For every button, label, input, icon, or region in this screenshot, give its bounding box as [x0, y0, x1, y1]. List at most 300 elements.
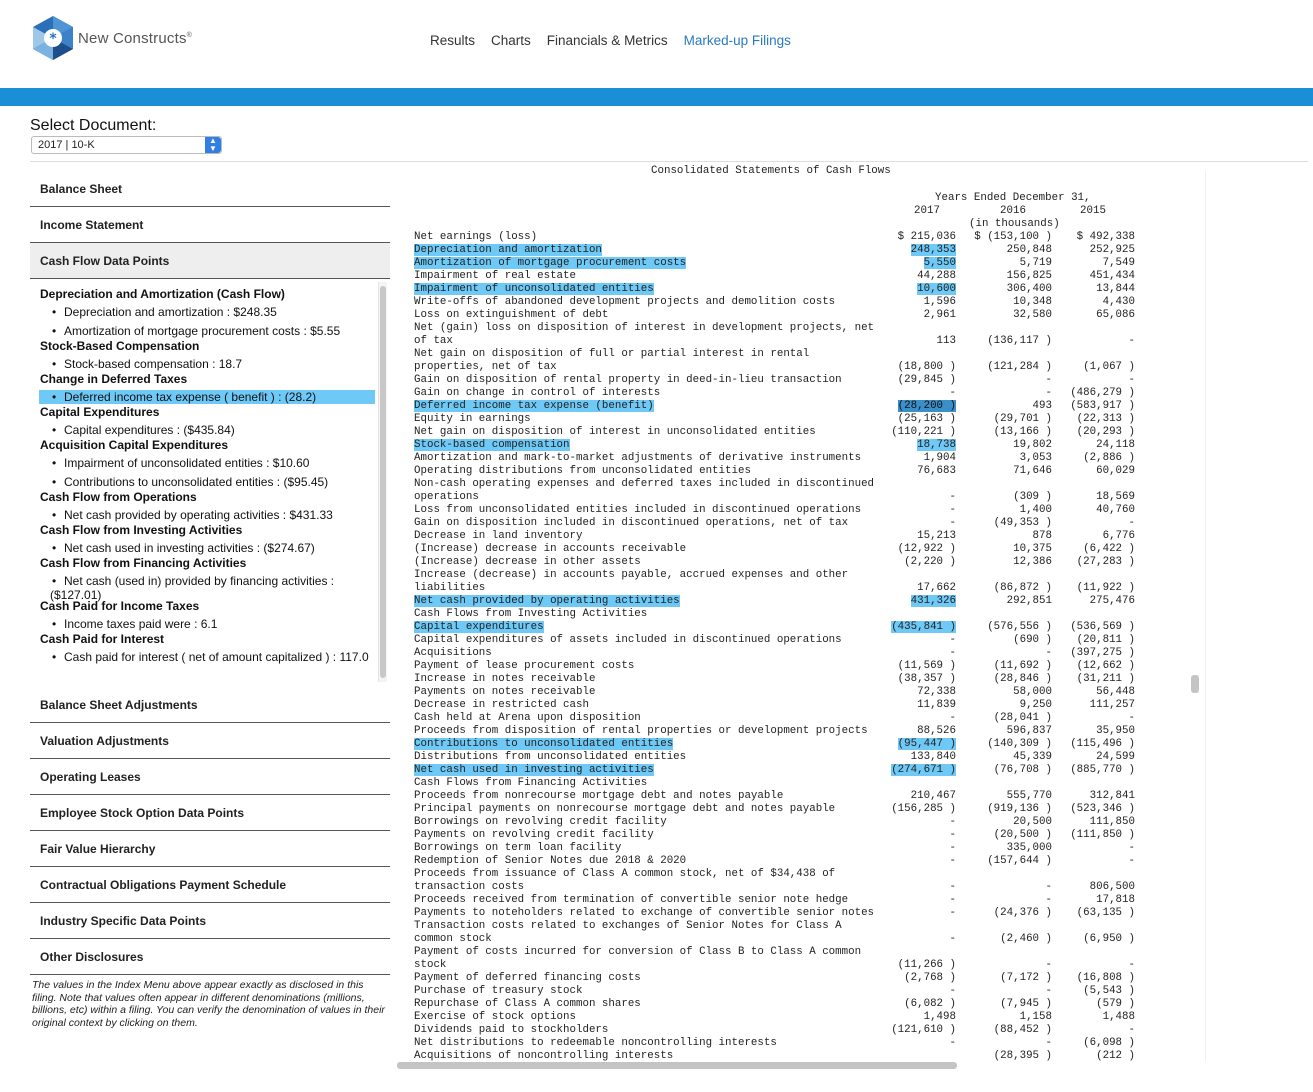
- filing-row-label: [414, 777, 647, 790]
- filing-row-label-text: Distributions from unconsolidated entities: [414, 751, 687, 763]
- filing-value-2015: [1129, 335, 1135, 348]
- filing-value-2016: [994, 1050, 1052, 1063]
- data-point-item[interactable]: • Amortization of mortgage procurement costs : $5.55: [64, 324, 340, 338]
- section-income-statement[interactable]: Income Statement: [30, 207, 390, 243]
- filing-row-label[interactable]: [414, 764, 654, 777]
- filing-year-header: 2015: [1080, 205, 1106, 217]
- filing-value-2016: [994, 829, 1052, 842]
- filing-value-text: (6,422 ): [1083, 543, 1135, 555]
- filing-row-label-text: Cash Flows from Financing Activities: [414, 777, 648, 789]
- filing-row-label[interactable]: [414, 738, 673, 751]
- filing-title: Consolidated Statements of Cash Flows: [651, 165, 891, 177]
- index-menu-scrollbar[interactable]: [378, 282, 387, 682]
- filing-value-text: (11,922 ): [1076, 582, 1135, 594]
- nav-link-marked-up-filings[interactable]: Marked-up Filings: [683, 33, 791, 48]
- filing-row-label-text: Cash Flows from Investing Activities: [414, 608, 648, 620]
- filing-value-text: (115,496 ): [1070, 738, 1135, 750]
- filing-value-text: -: [949, 855, 956, 867]
- filing-value-text: (22,313 ): [1076, 413, 1135, 425]
- group-heading: Capital Expenditures: [40, 405, 160, 419]
- filing-row-label-text: Exercise of stock options: [414, 1011, 576, 1023]
- filing-value-2016: [1007, 725, 1052, 738]
- section-operating-leases[interactable]: Operating Leases: [30, 759, 390, 795]
- filing-value-2017: [950, 491, 956, 504]
- filing-value-text: 1,488: [1102, 1011, 1135, 1023]
- divider: [1205, 171, 1206, 1061]
- filing-value-2017: [950, 842, 956, 855]
- group-heading: Cash Flow from Investing Activities: [40, 523, 243, 537]
- filing-value-text: (76,708 ): [993, 764, 1052, 776]
- filing-value-text: (690 ): [1013, 634, 1052, 646]
- filing-value-text: 76,683: [917, 465, 956, 477]
- filing-value-2016: [1020, 1011, 1052, 1024]
- filing-value-text: 806,500: [1089, 881, 1135, 893]
- filing-value-2016: [994, 413, 1052, 426]
- filing-value-text: 5,719: [1019, 257, 1052, 269]
- filing-value-text: (110,221 ): [891, 426, 956, 438]
- filing-value-2016: [1007, 842, 1052, 855]
- filing-value-text: (156,285 ): [891, 803, 956, 815]
- filing-value-2017: [950, 894, 956, 907]
- filing-value-text: 4,430: [1102, 296, 1135, 308]
- filing-row-label-text: Loss from unconsolidated entities included in discontinued operations: [414, 504, 862, 516]
- filing-value-text: 88,526: [917, 725, 956, 737]
- filing-row-label-text: Redemption of Senior Notes due 2018 & 2020: [414, 855, 687, 867]
- filing-row-label-text: Net gain on disposition of interest in unconsolidated entities: [414, 426, 816, 438]
- filing-value-text: 71,646: [1013, 465, 1052, 477]
- filing-value-text: 20,500: [1013, 816, 1052, 828]
- filing-value-2015: [1096, 465, 1135, 478]
- filing-value-text: 10,348: [1013, 296, 1052, 308]
- section-employee-stock-option-data-points[interactable]: Employee Stock Option Data Points: [30, 795, 390, 831]
- filing-row-label-text[interactable]: Amortization of mortgage procurement costs: [414, 257, 687, 269]
- filing-value-2015: [1129, 842, 1135, 855]
- filing-row-label-text: Gain on disposition included in discontinued operations, net of tax: [414, 517, 849, 529]
- filing-value-2016: [994, 582, 1052, 595]
- filing-value-text: -: [949, 816, 956, 828]
- filing-row-label: [414, 946, 861, 959]
- filing-value-2015: [1077, 582, 1135, 595]
- filing-value-2017: [950, 933, 956, 946]
- filing-value-2016: [987, 855, 1052, 868]
- filing-value-2015: [1090, 816, 1135, 829]
- filing-value-text[interactable]: 10,600: [917, 283, 956, 295]
- filing-value-text: (7,172 ): [1000, 972, 1052, 984]
- data-point-item[interactable]: • Cash paid for interest ( net of amount capitalized ) : 117.0: [64, 650, 369, 664]
- filing-row-label: [414, 842, 621, 855]
- filing-row-label: [414, 699, 589, 712]
- filing-value-2017: [911, 244, 956, 257]
- filing-value-text[interactable]: 431,326: [910, 595, 956, 607]
- filing-row-label: [414, 920, 842, 933]
- filing-row-label[interactable]: [414, 621, 544, 634]
- filing-value-2015: [1070, 400, 1135, 413]
- filing-value-text: -: [949, 517, 956, 529]
- filing-value-2015: [1090, 270, 1135, 283]
- filing-row-label-text: Net earnings (loss): [414, 231, 538, 243]
- filing-row-label: [414, 634, 842, 647]
- filing-row-label: [414, 582, 485, 595]
- filing-value-2015: [1103, 296, 1135, 309]
- filing-value-2017: [917, 582, 956, 595]
- filing-value-2015: [1077, 673, 1135, 686]
- filing-row-label-text: Loss on extinguishment of debt: [414, 309, 609, 321]
- filing-value-text: 65,086: [1096, 309, 1135, 321]
- filing-value-2016: [1046, 894, 1052, 907]
- filing-value-text: -: [949, 1037, 956, 1049]
- nav-link-charts[interactable]: Charts: [491, 33, 531, 48]
- scrollbar-thumb[interactable]: [380, 286, 386, 678]
- filing-row-label-text[interactable]: Stock-based compensation: [414, 439, 570, 451]
- filing-value-2017: [891, 426, 956, 439]
- filing-row-label: [414, 803, 835, 816]
- filing-value-2015: [1083, 543, 1135, 556]
- filing-value-2017: [917, 465, 956, 478]
- filing-row-label-text: Proceeds from issuance of Class A common stock, net of $34,438 of: [414, 868, 836, 880]
- filing-value-2015: [1096, 725, 1135, 738]
- filing-value-text[interactable]: (28,200 ): [897, 400, 956, 412]
- filing-row-label-text: Purchase of treasury stock: [414, 985, 583, 997]
- filing-value-2017: [898, 673, 956, 686]
- filing-value-text: (6,098 ): [1083, 1037, 1135, 1049]
- filing-value-text: 250,848: [1006, 244, 1052, 256]
- filing-value-2016: [1046, 959, 1052, 972]
- filing-value-text: 1,400: [1019, 504, 1052, 516]
- filing-value-text: -: [1128, 712, 1135, 724]
- filing-value-text: -: [1045, 647, 1052, 659]
- nav-link-results[interactable]: Results: [430, 33, 476, 48]
- data-point-item[interactable]: • Net cash (used in) provided by financing activities :: [64, 574, 334, 588]
- filing-row-label: [414, 491, 479, 504]
- filing-value-text: (157,644 ): [987, 855, 1052, 867]
- section-other-disclosures[interactable]: Other Disclosures: [30, 939, 390, 975]
- filing-value-text: (31,211 ): [1076, 673, 1135, 685]
- filing-value-2016: [1046, 387, 1052, 400]
- filing-value-2016: [994, 907, 1052, 920]
- filing-value-2015: [1077, 907, 1135, 920]
- data-point-item[interactable]: • Contributions to unconsolidated entities : ($95.45): [64, 475, 328, 489]
- filing-value-2015: [1096, 686, 1135, 699]
- filing-value-text: -: [949, 933, 956, 945]
- filing-value-2017: [891, 621, 956, 634]
- filing-value-text: -: [1045, 1037, 1052, 1049]
- filing-value-text: (885,770 ): [1070, 764, 1135, 776]
- filing-viewer[interactable]: [405, 163, 1205, 1068]
- filing-value-text: (12,922 ): [897, 543, 956, 555]
- filing-value-text: (28,395 ): [993, 1050, 1052, 1062]
- data-point-item[interactable]: • Net cash used in investing activities : ($274.67): [64, 541, 315, 555]
- filing-value-2015: [1096, 894, 1135, 907]
- filing-value-2015: [1129, 374, 1135, 387]
- filing-value-text: 252,925: [1089, 244, 1135, 256]
- filing-value-2016: [994, 764, 1052, 777]
- filing-value-text: (20,500 ): [993, 829, 1052, 841]
- filing-value-text: (20,293 ): [1076, 426, 1135, 438]
- filing-value-text: (397,275 ): [1070, 647, 1135, 659]
- filing-value-text: 133,840: [910, 751, 956, 763]
- filing-value-text: (121,610 ): [891, 1024, 956, 1036]
- group-heading: Acquisition Capital Expenditures: [40, 438, 229, 452]
- filing-value-2015: [1129, 517, 1135, 530]
- filing-row-label-text: Impairment of real estate: [414, 270, 576, 282]
- filing-value-2015: [1090, 244, 1135, 257]
- filing-value-2015: [1129, 1024, 1135, 1037]
- filing-value-text[interactable]: 5,550: [923, 257, 956, 269]
- filing-row-label: [414, 335, 453, 348]
- filing-value-text: (27,283 ): [1076, 556, 1135, 568]
- filing-value-2017: [898, 738, 956, 751]
- filing-row-label-text[interactable]: Impairment of unconsolidated entities: [414, 283, 654, 295]
- data-point-item[interactable]: • Stock-based compensation : 18.7: [64, 357, 242, 371]
- filing-value-text: 275,476: [1089, 595, 1135, 607]
- filing-value-text: -: [1128, 959, 1135, 971]
- filing-value-text: 56,448: [1096, 686, 1135, 698]
- filing-value-2015: [1070, 647, 1135, 660]
- filing-value-text: (576,556 ): [987, 621, 1052, 633]
- filing-value-2015: [1070, 829, 1135, 842]
- data-point-item[interactable]: • Deferred income tax expense ( benefit ) : (28.2): [39, 390, 375, 404]
- filing-row-label: [414, 1024, 608, 1037]
- filing-value-2015: [1103, 257, 1135, 270]
- filing-value-text: 1,158: [1019, 1011, 1052, 1023]
- filing-row-label-text[interactable]: Net cash used in investing activities: [414, 764, 654, 776]
- filing-value-text: (583,917 ): [1070, 400, 1135, 412]
- filing-value-2016: [1013, 556, 1052, 569]
- filing-row-label-text: Borrowings on term loan facility: [414, 842, 622, 854]
- filing-row-label: [414, 894, 848, 907]
- data-point-item-continued[interactable]: ($127.01): [50, 588, 102, 602]
- filing-value-text: (7,945 ): [1000, 998, 1052, 1010]
- filing-value-text: (25,163 ): [897, 413, 956, 425]
- filing-value-2015: [1090, 881, 1135, 894]
- filing-value-text: (486,279 ): [1070, 387, 1135, 399]
- filing-row-label-text[interactable]: Depreciation and amortization: [414, 244, 602, 256]
- group-heading: Cash Flow from Financing Activities: [40, 556, 247, 570]
- filing-value-text: 493: [1032, 400, 1052, 412]
- filing-year-header: 2016: [1000, 205, 1026, 217]
- filing-value-2017: [898, 543, 956, 556]
- filing-row-label-text: Net gain on disposition of full or partial interest in rental: [414, 348, 810, 360]
- data-point-item[interactable]: • Depreciation and amortization : $248.35: [64, 305, 277, 319]
- filing-period-header: Years Ended December 31,: [935, 192, 1091, 204]
- filing-value-2015: [1090, 790, 1135, 803]
- filing-row-label-text: Increase in notes receivable: [414, 673, 596, 685]
- filing-vertical-scrollbar-thumb[interactable]: [1191, 675, 1199, 693]
- filing-value-text: 58,000: [1013, 686, 1052, 698]
- filing-value-2015: [1129, 712, 1135, 725]
- filing-row-label-text: operations: [414, 491, 479, 503]
- filing-value-text: 17,818: [1096, 894, 1135, 906]
- document-select[interactable]: [31, 136, 222, 154]
- filing-value-2016: [994, 1024, 1052, 1037]
- filing-value-text: (16,808 ): [1076, 972, 1135, 984]
- filing-value-2016: [1020, 452, 1052, 465]
- filing-row-label-text: Payment of lease procurement costs: [414, 660, 635, 672]
- filing-value-2015: [1129, 959, 1135, 972]
- filing-value-2017: [911, 790, 956, 803]
- filing-value-text[interactable]: (274,671 ): [891, 764, 956, 776]
- filing-value-text: (6,950 ): [1083, 933, 1135, 945]
- filing-row-label[interactable]: [414, 283, 654, 296]
- filing-value-text[interactable]: (95,447 ): [897, 738, 956, 750]
- filing-value-text: 17,662: [917, 582, 956, 594]
- filing-value-2017: [917, 283, 956, 296]
- section-contractual-obligations-payment-schedule[interactable]: Contractual Obligations Payment Schedule: [30, 867, 390, 903]
- group-heading: Stock-Based Compensation: [40, 339, 200, 353]
- filing-value-2016: [1000, 972, 1052, 985]
- filing-row-label: [414, 868, 835, 881]
- top-header: [0, 0, 1313, 88]
- filing-row-label: [414, 309, 608, 322]
- filing-value-text: 2,961: [923, 309, 956, 321]
- brand-name: New Constructs®: [78, 29, 193, 47]
- section-balance-sheet[interactable]: Balance Sheet: [30, 171, 390, 207]
- filing-value-text: -: [1128, 517, 1135, 529]
- filing-value-2016: [1000, 933, 1052, 946]
- filing-value-2017: [950, 634, 956, 647]
- brand-logo[interactable]: [30, 14, 192, 62]
- filing-row-label-text: Decrease in land inventory: [414, 530, 583, 542]
- group-heading: Cash Paid for Interest: [40, 632, 165, 646]
- filing-value-2016: [1013, 686, 1052, 699]
- data-point-item[interactable]: • Impairment of unconsolidated entities : $10.60: [64, 456, 309, 470]
- filing-row-label[interactable]: [414, 244, 602, 257]
- filing-value-text: 292,851: [1006, 595, 1052, 607]
- header-accent-bar: [0, 88, 1313, 106]
- filing-value-2016: [1020, 257, 1052, 270]
- filing-value-text: $ 215,036: [897, 231, 956, 243]
- filing-value-text: 451,434: [1089, 270, 1135, 282]
- filing-row-label[interactable]: [414, 595, 680, 608]
- filing-value-text: 3,053: [1019, 452, 1052, 464]
- svg-text:*: *: [49, 31, 57, 47]
- filing-row-label[interactable]: [414, 257, 686, 270]
- section-balance-sheet-adjustments[interactable]: Balance Sheet Adjustments: [30, 687, 390, 723]
- filing-value-2017: [924, 309, 956, 322]
- filing-value-text: $ 492,338: [1076, 231, 1135, 243]
- filing-row-label-text[interactable]: Contributions to unconsolidated entities: [414, 738, 674, 750]
- filing-value-text: (11,266 ): [897, 959, 956, 971]
- filing-row-label-text: Proceeds from disposition of rental properties or development projects: [414, 725, 868, 737]
- filing-row-label[interactable]: [414, 400, 654, 413]
- filing-value-text: (13,166 ): [993, 426, 1052, 438]
- filing-value-2017: [937, 335, 956, 348]
- section-cash-flow-data-points[interactable]: Cash Flow Data Points: [30, 243, 390, 279]
- filing-value-2015: [1103, 530, 1135, 543]
- filing-value-2015: [1077, 972, 1135, 985]
- filing-value-text: 35,950: [1096, 725, 1135, 737]
- filing-value-text: 210,467: [910, 790, 956, 802]
- filing-row-label: [414, 790, 783, 803]
- nav-link-financials-metrics[interactable]: Financials & Metrics: [546, 33, 668, 48]
- filing-value-text: (11,692 ): [993, 660, 1052, 672]
- filing-value-text[interactable]: 18,738: [917, 439, 956, 451]
- filing-value-text: (111,850 ): [1070, 829, 1135, 841]
- filing-value-text: 13,844: [1096, 283, 1135, 295]
- filing-row-label: [414, 959, 446, 972]
- filing-value-2017: [950, 504, 956, 517]
- group-heading: Depreciation and Amortization (Cash Flow): [40, 287, 285, 301]
- filing-row-label: [414, 517, 848, 530]
- filing-row-label-text: Cash held at Arena upon disposition: [414, 712, 641, 724]
- filing-value-2015: [1096, 751, 1135, 764]
- filing-value-2017: [891, 1024, 956, 1037]
- filing-value-2016: [1007, 790, 1052, 803]
- filing-value-text: (20,811 ): [1076, 634, 1135, 646]
- filing-value-text: 44,288: [917, 270, 956, 282]
- filing-row-label-text: Capital expenditures of assets included in discontinued operations: [414, 634, 842, 646]
- filing-row-label: [414, 361, 557, 374]
- filing-value-2015: [1077, 426, 1135, 439]
- filing-value-2016: [994, 517, 1052, 530]
- filing-value-2016: [994, 712, 1052, 725]
- filing-value-2016: [1007, 283, 1052, 296]
- filing-horizontal-scrollbar-thumb[interactable]: [397, 1062, 957, 1069]
- data-point-item[interactable]: • Net cash provided by operating activities : $431.33: [64, 508, 333, 522]
- filing-value-text: (2,460 ): [1000, 933, 1052, 945]
- filing-value-2015: [1083, 1037, 1135, 1050]
- filing-value-text: (28,041 ): [993, 712, 1052, 724]
- filing-value-text[interactable]: 248,353: [910, 244, 956, 256]
- filing-value-2015: [1077, 231, 1135, 244]
- filing-value-text: 1,904: [923, 452, 956, 464]
- filing-row-label-text: Decrease in restricted cash: [414, 699, 589, 711]
- filing-row-label-text[interactable]: Deferred income tax expense (benefit): [414, 400, 654, 412]
- filing-row-label: [414, 1011, 576, 1024]
- filing-row-label-text: Non-cash operating expenses and deferred taxes included in discontinued: [414, 478, 875, 490]
- filing-value-text: -: [949, 829, 956, 841]
- filing-value-2017: [904, 556, 956, 569]
- filing-value-2017: [898, 413, 956, 426]
- filing-value-2016: [987, 621, 1052, 634]
- filing-value-text: (2,768 ): [904, 972, 956, 984]
- filing-value-2015: [1070, 764, 1135, 777]
- filing-value-2017: [898, 361, 956, 374]
- filing-value-2016: [1007, 595, 1052, 608]
- filing-value-2015: [1096, 309, 1135, 322]
- filing-row-label-text: Gain on change in control of interests: [414, 387, 661, 399]
- filing-value-text: -: [1045, 894, 1052, 906]
- filing-row-label: [414, 829, 654, 842]
- filing-value-text: (2,220 ): [904, 556, 956, 568]
- filing-value-text: -: [1128, 374, 1135, 386]
- select-arrows-icon: ▲ ▼: [205, 137, 221, 153]
- section-valuation-adjustments[interactable]: Valuation Adjustments: [30, 723, 390, 759]
- filing-value-2017: [911, 751, 956, 764]
- section-fair-value-hierarchy[interactable]: Fair Value Hierarchy: [30, 831, 390, 867]
- data-point-item[interactable]: • Income taxes paid were : 6.1: [64, 617, 217, 631]
- filing-value-2015: [1103, 1011, 1135, 1024]
- filing-row-label-text[interactable]: Net cash provided by operating activities: [414, 595, 680, 607]
- data-point-item[interactable]: • Capital expenditures : ($435.84): [64, 423, 235, 437]
- filing-row-label: [414, 608, 647, 621]
- filing-row-label: [414, 426, 816, 439]
- filing-value-2016: [1013, 491, 1052, 504]
- filing-row-label-text[interactable]: Capital expenditures: [414, 621, 544, 633]
- filing-row-label-text: transaction costs: [414, 881, 525, 893]
- filing-row-label: [414, 322, 874, 335]
- filing-value-2017: [917, 725, 956, 738]
- filing-value-text[interactable]: (435,841 ): [891, 621, 956, 633]
- filing-row-label: [414, 569, 848, 582]
- filing-value-2016: [1046, 374, 1052, 387]
- filing-row-label[interactable]: [414, 439, 570, 452]
- section-industry-specific-data-points[interactable]: Industry Specific Data Points: [30, 903, 390, 939]
- filing-row-label: [414, 881, 524, 894]
- filing-row-label-text: Net distributions to redeemable noncontrolling interests: [414, 1037, 777, 1049]
- filing-row-label-text: properties, net of tax: [414, 361, 557, 373]
- filing-value-text: -: [949, 712, 956, 724]
